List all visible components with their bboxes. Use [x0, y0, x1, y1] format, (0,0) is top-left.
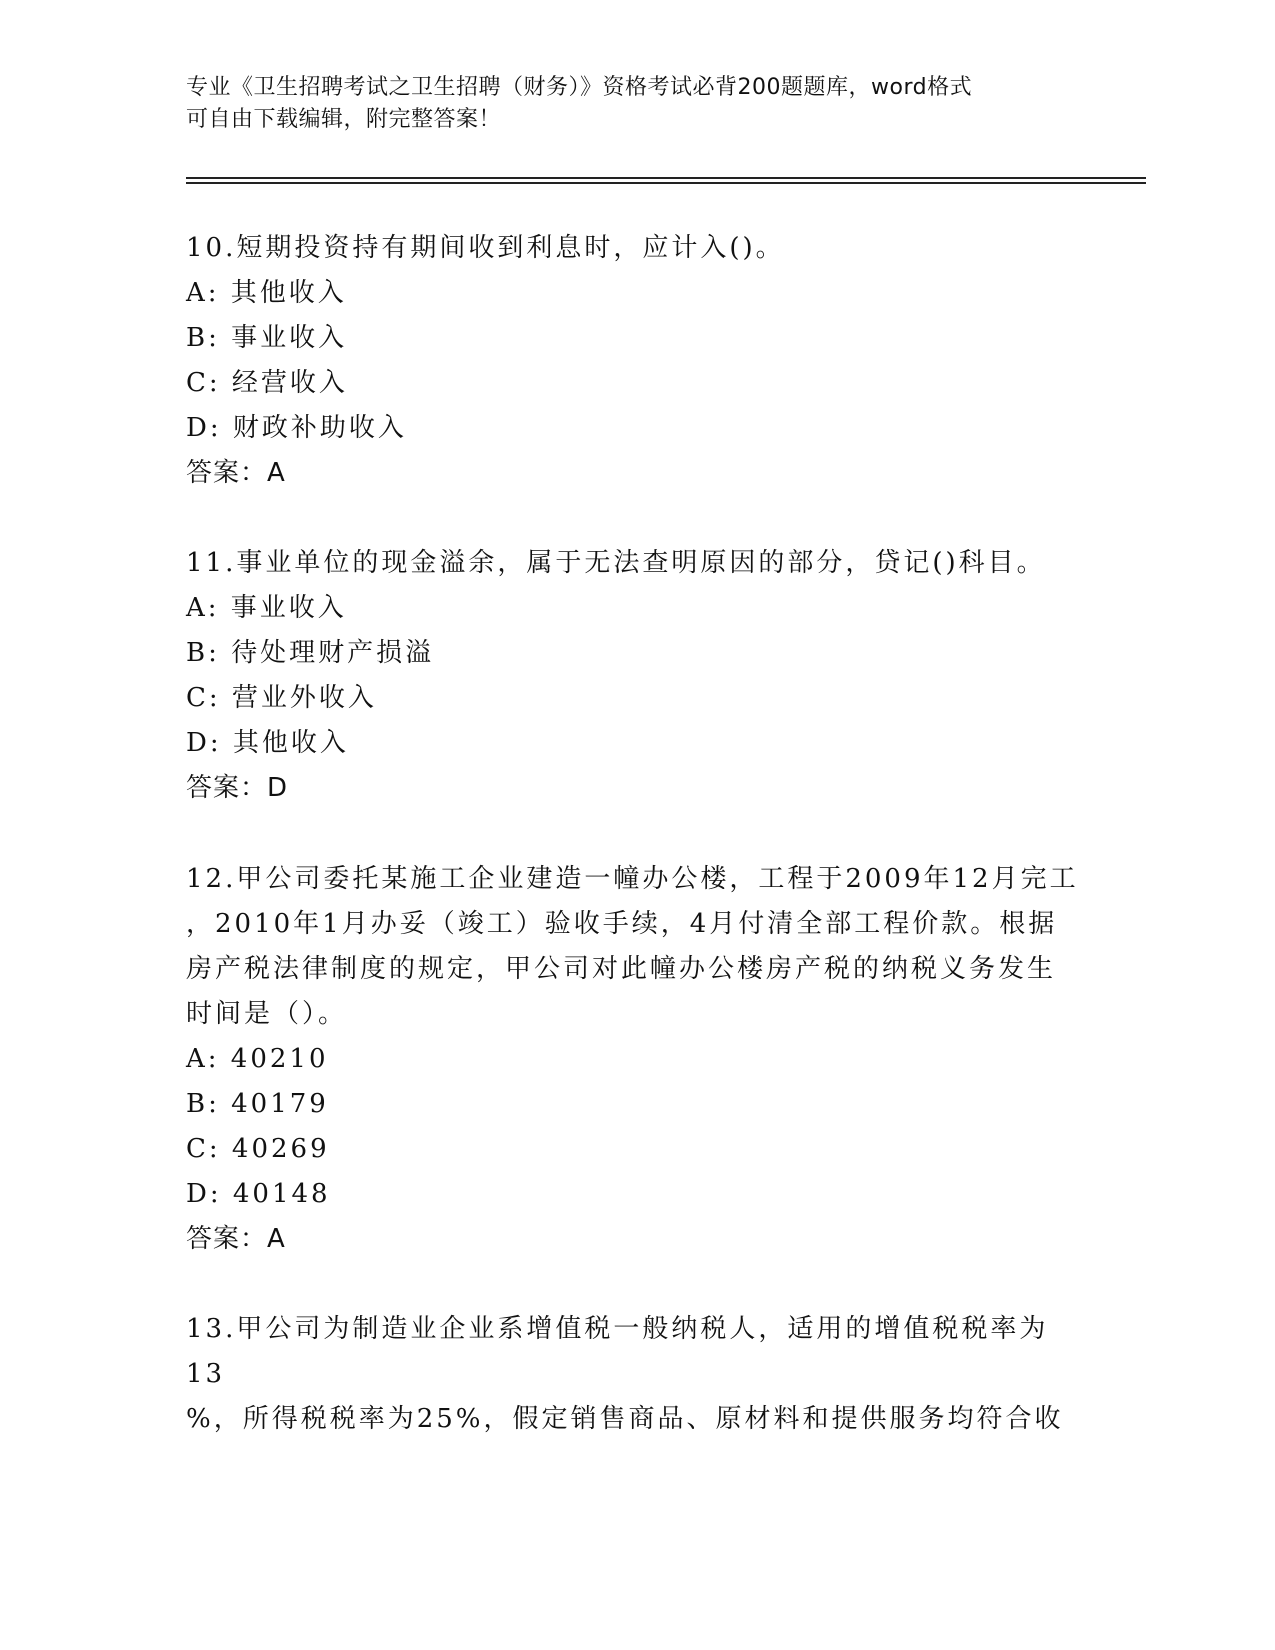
question-stem-line-2: ，2010年1月办妥（竣工）验收手续，4月付清全部工程价款。根据	[186, 909, 1058, 939]
option-c: C: 40269	[186, 1134, 330, 1164]
question-stem-line-1: 13.甲公司为制造业企业系增值税一般纳税人，适用的增值税税率为13	[186, 1314, 1049, 1389]
question-stem-line-1: 12.甲公司委托某施工企业建造一幢办公楼，工程于2009年12月完工	[186, 864, 1079, 894]
answer: 答案：D	[186, 773, 289, 803]
option-b: B: 待处理财产损溢	[186, 638, 435, 668]
header-divider-top	[186, 177, 1146, 179]
header-title-line-2: 可自由下载编辑，附完整答案！	[186, 107, 502, 132]
header-divider-bottom	[186, 182, 1146, 184]
option-a: A: 其他收入	[186, 278, 347, 308]
option-c: C: 经营收入	[186, 368, 348, 398]
header-title-line-1: 专业《卫生招聘考试之卫生招聘（财务）》资格考试必背200题题库，word格式	[186, 75, 973, 100]
question-13	[186, 1307, 1086, 1442]
option-b: B: 事业收入	[186, 323, 348, 353]
answer: 答案：A	[186, 458, 286, 488]
option-c: C: 营业外收入	[186, 683, 377, 713]
question-stem-line-4: 时间是（）。	[186, 999, 348, 1029]
question-stem: 10.短期投资持有期间收到利息时，应计入()。	[186, 233, 785, 263]
question-stem: 11.事业单位的现金溢余，属于无法查明原因的部分，贷记()科目。	[186, 548, 1046, 578]
option-d: D: 40148	[186, 1179, 331, 1209]
question-stem-line-3: 房产税法律制度的规定，甲公司对此幢办公楼房产税的纳税义务发生	[186, 954, 1057, 984]
answer: 答案：A	[186, 1224, 286, 1254]
option-d: D: 财政补助收入	[186, 413, 407, 443]
question-stem-line-2: %，所得税税率为25%，假定销售商品、原材料和提供服务均符合收	[186, 1404, 1064, 1434]
question-12	[186, 857, 1086, 1262]
option-d: D: 其他收入	[186, 728, 349, 758]
option-a: A: 事业收入	[186, 593, 347, 623]
document-header	[186, 72, 1066, 136]
option-b: B: 40179	[186, 1089, 329, 1119]
question-11	[186, 541, 1086, 811]
question-10	[186, 226, 1086, 496]
option-a: A: 40210	[186, 1044, 329, 1074]
